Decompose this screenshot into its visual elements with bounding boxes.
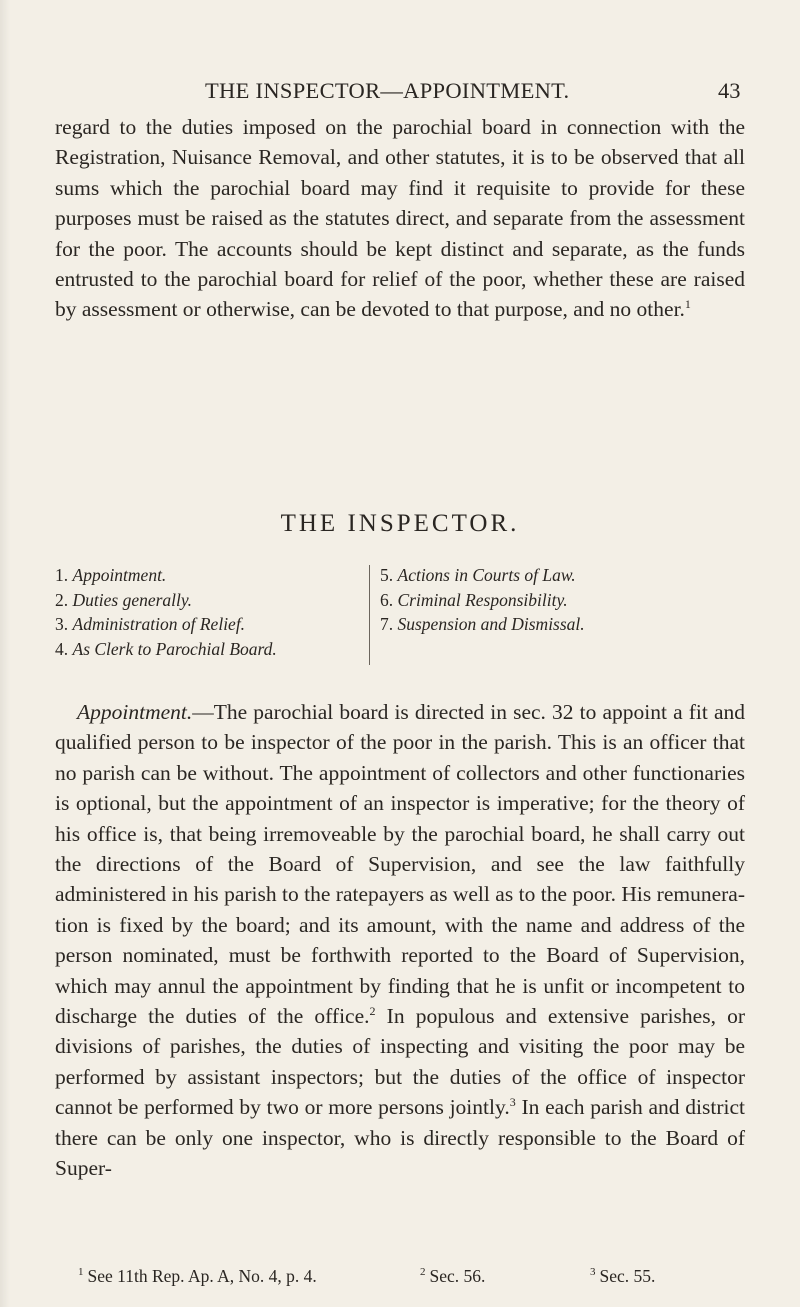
footnote bbox=[420, 1266, 485, 1287]
footnote-text: Sec. 55. bbox=[599, 1266, 656, 1286]
footnote-reference: 1 bbox=[684, 297, 691, 312]
contents-item-number: 5. bbox=[380, 565, 394, 585]
contents-item bbox=[380, 612, 585, 637]
contents-item-title: Criminal Responsibility. bbox=[397, 589, 568, 610]
contents-item-title: As Clerk to Parochial Board. bbox=[72, 638, 277, 659]
footnote-reference: 3 bbox=[509, 1095, 516, 1110]
section-contents bbox=[55, 563, 745, 663]
footnote-mark: 3 bbox=[590, 1266, 596, 1278]
footnote-text: Sec. 56. bbox=[429, 1266, 486, 1286]
section-title: THE INSPECTOR. bbox=[280, 510, 520, 537]
page-gutter-shadow bbox=[0, 0, 10, 1307]
contents-item-title: Duties generally. bbox=[72, 589, 193, 610]
paragraph-appointment bbox=[55, 697, 745, 1184]
contents-item-number: 4. bbox=[55, 638, 69, 659]
paragraph-text: —The parochial board is directed in sec. 32 to appoint a fit and qualified person to be inspector of the poor in the parish. This is an officer that no parish can be without. The appointment of collectors and other functionaries is optional, but the appointment of an inspector is imperative; for the theory of his office is, that being irremoveable by the parochial board, he shall carry out the directions of the Board of Supervision, and see the law faithfully administered in his parish to the ratepayers as well as to the poor. His remuneration is fixed by the board; and its amount, with the name and address of the person nominated, must be forthwith reported to the Board of Supervision, which may annul the appointment by finding that he is unfit or incompetent to discharge the duties of the office. bbox=[55, 700, 745, 1029]
paragraph-text: In populous and extensive parishes, or divisions of parishes, the duties of inspecting and visiting the poor may be performed by assistant inspectors; but the duties of the office of inspector cannot be performed by two or more persons jointly. bbox=[55, 1004, 745, 1120]
contents-column-left bbox=[55, 563, 277, 661]
contents-item bbox=[55, 637, 277, 662]
paragraph-text: regard to the duties imposed on the parochial board in connection with the Registration, Nuisance Removal, and other statutes, it is to be observed that all sums which the parochial board may find it requisite to provide for these purposes must be raised as the statutes direct, and separate from the assessment for the poor. The accounts should be kept distinct and separate, as the funds entrusted to the parochial board for relief of the poor, whether these are raised by assessment or otherwise, can be devoted to that purpose, and no other. bbox=[55, 115, 745, 322]
contents-item-number: 1. bbox=[55, 565, 69, 585]
contents-item-number: 7. bbox=[380, 614, 394, 634]
footnote-reference: 2 bbox=[369, 1004, 376, 1019]
footnote bbox=[590, 1266, 655, 1287]
contents-item-title: Suspension and Dismissal. bbox=[397, 614, 585, 634]
footnote-mark: 1 bbox=[78, 1266, 84, 1278]
paragraph-text: In each parish and district there can be only one inspector, who is directly responsible to the Board of Super- bbox=[55, 1095, 745, 1181]
contents-item-title: Appointment. bbox=[72, 565, 167, 585]
contents-item-number: 6. bbox=[380, 589, 394, 610]
contents-item-number: 3. bbox=[55, 614, 69, 634]
contents-item bbox=[55, 563, 277, 588]
contents-item bbox=[380, 588, 585, 613]
footnote-text: See 11th Rep. Ap. A, No. 4, p. 4. bbox=[87, 1266, 317, 1286]
contents-item-title: Administration of Relief. bbox=[72, 614, 246, 634]
page-header bbox=[0, 78, 800, 108]
contents-column-right bbox=[380, 563, 585, 637]
contents-divider bbox=[369, 565, 370, 665]
contents-item-title: Actions in Courts of Law. bbox=[397, 565, 576, 585]
footnote bbox=[78, 1266, 317, 1287]
contents-item bbox=[55, 588, 277, 613]
contents-item bbox=[55, 612, 277, 637]
footnote-mark: 2 bbox=[420, 1266, 426, 1278]
contents-item-number: 2. bbox=[55, 589, 69, 610]
page-number: 43 bbox=[718, 78, 741, 103]
contents-item bbox=[380, 563, 585, 588]
paragraph-lead-heading: Appointment. bbox=[77, 700, 193, 724]
running-head: THE INSPECTOR—APPOINTMENT. bbox=[205, 78, 570, 103]
paragraph-continued bbox=[55, 112, 745, 325]
